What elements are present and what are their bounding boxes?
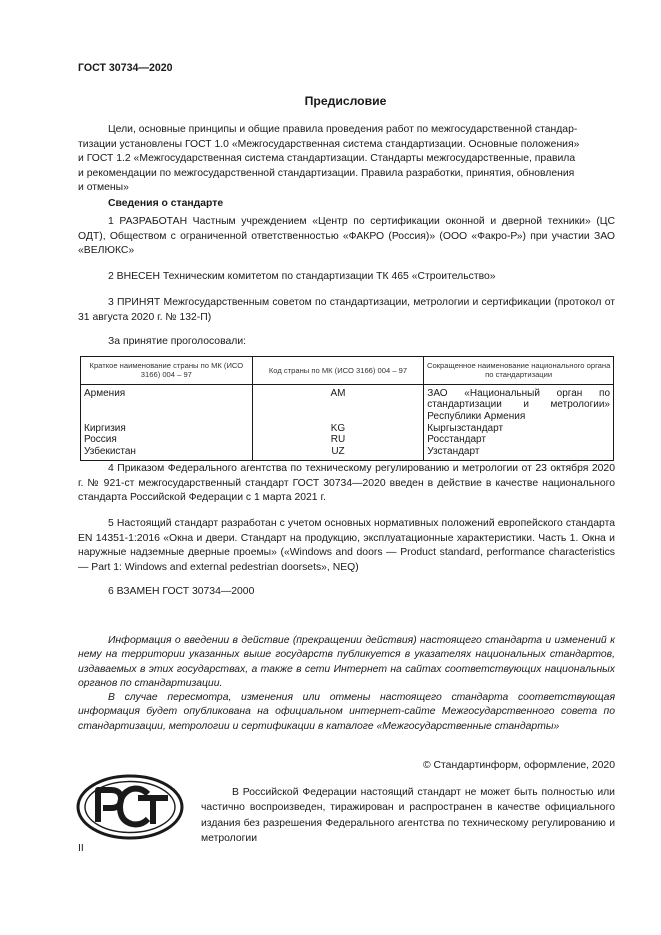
info-paragraph-revision: В случае пересмотра, изменения или отмены настоящего стандарта соответствующая информация будет опубликована на официальном интернет-сайте Межгосударственного совета по стандартизации, метрологии и сертификации в каталоге «Межгосударственные стандарты» [78, 692, 615, 732]
table-row [81, 423, 614, 435]
item-basis: 5 Настоящий стандарт разработан с учетом основных нормативных положений европейского стандарта EN 14351-1:2016 «Окна и двери. Стандарт на продукцию, эксплуатационные характеристики. Часть 1. Окна и наружные надземные дверные проемы» («Windows and doors — Product standard, performance characteristics — Part 1: Windows and external pedestrian doorsets», NEQ) [78, 518, 615, 573]
body-cell: Узстандарт [424, 446, 614, 461]
country-cell: Россия [81, 434, 253, 446]
voting-table [80, 356, 614, 461]
rf-reproduction-notice: В Российской Федерации настоящий стандарт не может быть полностью или частично воспроизведен, тиражирован и распространен в качестве официального издания без разрешения Федерального агентства по техническому регулированию и метрологии [201, 787, 615, 844]
document-header: ГОСТ 30734—2020 [78, 62, 173, 74]
intro-paragraph [78, 123, 615, 196]
body-cell: Росстандарт [424, 434, 614, 446]
item-developed: 1 РАЗРАБОТАН Частным учреждением «Центр по сертификации оконной и дверной техники» (ЦС ОДТ), Обществом с ограниченной ответственностью «ФАКРО (Россия)» (ООО «Факро-Р») при участии ЗАО «ВЕЛЮКС» [78, 216, 615, 257]
item-introduced: 2 ВНЕСЕН Техническим комитетом по стандартизации ТК 465 «Строительство» [108, 271, 496, 282]
column-header-body: Сокращенное наименование национального органа по стандартизации [424, 357, 614, 385]
page-title: Предисловие [304, 94, 387, 108]
code-cell: KG [252, 423, 424, 435]
table-row [81, 446, 614, 461]
country-cell: Киргизия [81, 423, 253, 435]
item-replaces: 6 ВЗАМЕН ГОСТ 30734—2000 [108, 586, 255, 597]
intro-line: и рекомендации по межгосударственной стандартизации. Правила разработки, принятия, обновления [78, 167, 575, 179]
code-cell: RU [252, 434, 424, 446]
vote-label: За принятие проголосовали: [108, 336, 247, 347]
intro-line: и ГОСТ 1.2 «Межгосударственная система стандартизации. Стандарты межгосударственные, правила [78, 153, 576, 165]
table-row [81, 384, 614, 422]
table-header-row [81, 357, 614, 385]
country-cell: Армения [81, 384, 253, 422]
intro-line: и отмены» [78, 182, 129, 194]
section-heading: Сведения о стандарте [108, 198, 224, 209]
item-adopted: 3 ПРИНЯТ Межгосударственным советом по стандартизации, метрологии и сертификации (протокол от 31 августа 2020 г. № 132-П) [78, 297, 615, 323]
rst-certification-logo-icon [76, 774, 184, 840]
column-header-code: Код страны по МК (ИСО 3166) 004 – 97 [252, 357, 424, 385]
country-cell: Узбекистан [81, 446, 253, 461]
code-cell: AM [252, 384, 424, 422]
column-header-country: Краткое наименование страны по МК (ИСО 3166) 004 – 97 [81, 357, 253, 385]
intro-line: тизации установлены ГОСТ 1.0 «Межгосударственная система стандартизации. Основные положения» [78, 138, 580, 150]
table-row [81, 434, 614, 446]
copyright-notice: © Стандартинформ, оформление, 2020 [422, 760, 615, 771]
item-order: 4 Приказом Федерального агентства по техническому регулированию и метрологии от 23 октября 2020 г. № 921-ст межгосударственный стандарт ГОСТ 30734—2020 введен в действие в качестве национального стандарта Российской Федерации с 1 марта 2021 г. [78, 463, 615, 504]
info-paragraph-enforcement: Информация о введении в действие (прекращении действия) настоящего стандарта и изменений к нему на территории указанных выше государств публикуется в указателях национальных стандартов, издаваемых в этих государствах, а также в сети Интернет на сайтах соответствующих национальных органов по стандартизации. [78, 635, 615, 689]
body-cell: Кыргызстандарт [424, 423, 614, 435]
code-cell: UZ [252, 446, 424, 461]
body-cell: ЗАО «Национальный орган по стандартизации и метрологии» Республики Армения [424, 384, 614, 422]
intro-line: Цели, основные принципы и общие правила проведения работ по межгосударственной стандар- [108, 124, 578, 135]
page-number: II [78, 843, 84, 854]
